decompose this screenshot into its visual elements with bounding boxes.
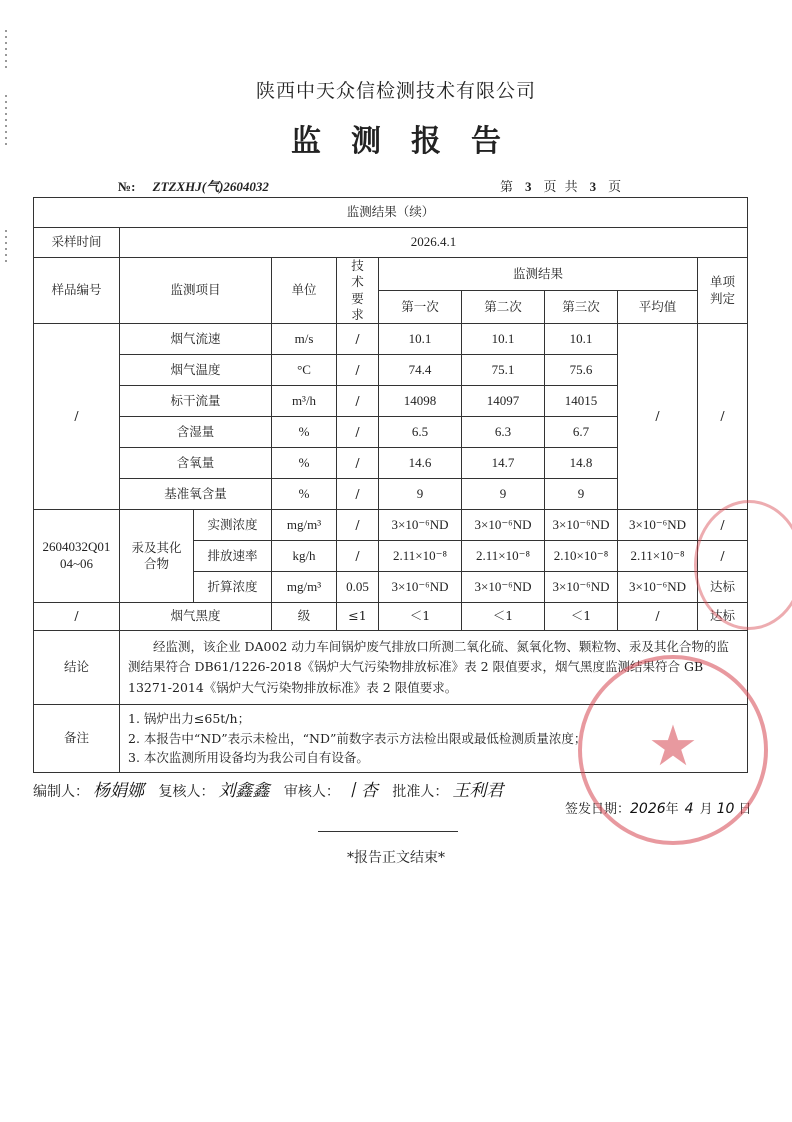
unit-cell: kg/h <box>272 541 337 572</box>
value-cell: 75.6 <box>545 355 618 386</box>
auditor-signature: 丨杏 <box>343 781 378 801</box>
g2-sample-no-text: 2604032Q01 04~06 <box>42 539 111 571</box>
table-row <box>34 324 748 355</box>
page-suffix: 页 <box>608 180 624 195</box>
seal-star-icon: ★ <box>647 714 699 779</box>
value-cell: 14.7 <box>462 448 545 479</box>
req-cell: / <box>337 479 379 510</box>
issue-day-suffix: 日 <box>738 802 752 817</box>
value-cell: 10.1 <box>545 324 618 355</box>
report-number <box>118 176 269 195</box>
unit-cell: m/s <box>272 324 337 355</box>
req-cell: / <box>337 510 379 541</box>
header-sample-no: 样品编号 <box>34 258 120 324</box>
value-cell: 75.1 <box>462 355 545 386</box>
value-cell: ＜1 <box>379 603 462 631</box>
value-cell: 14015 <box>545 386 618 417</box>
remark-item: 1. 锅炉出力≤65t/h； <box>128 711 251 727</box>
item-cell: 烟气温度 <box>120 355 272 386</box>
value-cell: 6.3 <box>462 417 545 448</box>
compiler-label: 编制人： <box>33 784 89 800</box>
item-cell: 基准氧含量 <box>120 479 272 510</box>
avg-cell: 3×10⁻⁶ND <box>618 572 698 603</box>
page-current: 3 <box>525 179 534 194</box>
remark-item: 2. 本报告中“ND”表示未检出，“ND”前数字表示方法检出限或最低检测质量浓度； <box>128 730 587 746</box>
value-cell: 9 <box>545 479 618 510</box>
value-cell: 14.6 <box>379 448 462 479</box>
header-results: 监测结果 <box>379 258 698 291</box>
value-cell: 3×10⁻⁶ND <box>379 510 462 541</box>
item-cell: 烟气黑度 <box>120 603 272 631</box>
issue-year: 2026 <box>630 801 666 817</box>
header-judge-text: 单项判定 <box>710 274 736 306</box>
req-cell: / <box>337 386 379 417</box>
item-cell: 含湿量 <box>120 417 272 448</box>
header-unit: 单位 <box>272 258 337 324</box>
req-cell: / <box>337 417 379 448</box>
company-seal-stamp <box>578 655 768 845</box>
end-of-report: *报告正文结束* <box>347 850 445 866</box>
value-cell: ＜1 <box>545 603 618 631</box>
unit-cell: % <box>272 479 337 510</box>
header-first: 第一次 <box>379 291 462 324</box>
unit-cell: % <box>272 448 337 479</box>
value-cell: 9 <box>379 479 462 510</box>
unit-cell: mg/m³ <box>272 510 337 541</box>
sub-item-cell: 折算浓度 <box>194 572 272 603</box>
binding-marks <box>5 230 7 265</box>
header-req <box>337 258 379 324</box>
req-cell: / <box>337 324 379 355</box>
unit-cell: % <box>272 417 337 448</box>
avg-cell: 3×10⁻⁶ND <box>618 510 698 541</box>
unit-cell: °C <box>272 355 337 386</box>
page-mid: 页 共 <box>543 180 580 195</box>
judge-cell: / <box>698 541 748 572</box>
sub-item-cell: 排放速率 <box>194 541 272 572</box>
report-number-value: ZTZXHJ(气)2604032 <box>152 179 269 194</box>
approver-label: 批准人： <box>392 784 449 800</box>
judge-cell: / <box>698 510 748 541</box>
g1-sample-no: / <box>34 324 120 510</box>
issue-day: 10 <box>716 801 735 817</box>
header-req-text: 技术要求 <box>351 258 364 322</box>
header-judge <box>698 258 748 324</box>
item-cell: 含氧量 <box>120 448 272 479</box>
report-title: 监测报告 <box>291 124 531 159</box>
value-cell: 14098 <box>379 386 462 417</box>
issue-date-label: 签发日期： <box>565 802 631 817</box>
value-cell: 2.10×10⁻⁸ <box>545 541 618 572</box>
sample-time-value: 2026.4.1 <box>120 228 748 258</box>
page-total: 3 <box>589 179 599 194</box>
value-cell: 74.4 <box>379 355 462 386</box>
page-prefix: 第 <box>500 180 516 195</box>
table-caption: 监测结果（续） <box>34 198 748 228</box>
req-cell: / <box>337 355 379 386</box>
remarks-label: 备注 <box>34 705 120 773</box>
end-divider <box>318 831 458 832</box>
remark-item: 3. 本次监测所用设备均为我公司自有设备。 <box>128 750 369 766</box>
g1-judge: / <box>698 324 748 510</box>
unit-cell: 级 <box>272 603 337 631</box>
g2-pollutant <box>120 510 194 603</box>
value-cell: 3×10⁻⁶ND <box>545 510 618 541</box>
value-cell: 14.8 <box>545 448 618 479</box>
req-cell: / <box>337 541 379 572</box>
req-cell: 0.05 <box>337 572 379 603</box>
item-cell: 烟气流速 <box>120 324 272 355</box>
g3-sample-no: / <box>34 603 120 631</box>
value-cell: 6.7 <box>545 417 618 448</box>
reviewer-signature: 刘鑫鑫 <box>218 781 270 801</box>
value-cell: 3×10⁻⁶ND <box>545 572 618 603</box>
g2-pollutant-text: 汞及其化合物 <box>131 539 182 571</box>
g1-avg: / <box>618 324 698 510</box>
unit-cell: m³/h <box>272 386 337 417</box>
auditor-label: 审核人： <box>283 784 340 800</box>
unit-cell: mg/m³ <box>272 572 337 603</box>
req-cell: / <box>337 448 379 479</box>
header-second: 第二次 <box>462 291 545 324</box>
binding-marks <box>5 30 7 70</box>
conclusion-text: 经监测，该企业 DA002 动力车间锅炉废气排放口所测二氧化硫、氮氧化物、颗粒物、汞及其化合物的监测结果符合 DB61/1226-2018《锅炉大气污染物排放标准》表 2 限值要求，烟气黑度监测结果符合 GB 13271-2014《锅炉大气污染物排放标准》表 2 限值要求。 <box>120 631 748 705</box>
g2-sample-no <box>34 510 120 603</box>
value-cell: 2.11×10⁻⁸ <box>462 541 545 572</box>
value-cell: 3×10⁻⁶ND <box>462 572 545 603</box>
judge-cell: 达标 <box>698 603 748 631</box>
value-cell: 14097 <box>462 386 545 417</box>
avg-cell: / <box>618 603 698 631</box>
value-cell: ＜1 <box>462 603 545 631</box>
item-cell: 标干流量 <box>120 386 272 417</box>
sample-time-label: 采样时间 <box>34 228 120 258</box>
issue-month-suffix: 月 <box>699 802 713 817</box>
header-third: 第三次 <box>545 291 618 324</box>
header-avg: 平均值 <box>618 291 698 324</box>
table-row <box>34 603 748 631</box>
report-number-label: №: <box>118 179 136 194</box>
page-info <box>500 176 623 195</box>
approver-signature: 王利君 <box>452 781 504 801</box>
table-row <box>34 510 748 541</box>
compiler-signature: 杨娟娜 <box>93 781 144 801</box>
value-cell: 10.1 <box>462 324 545 355</box>
conclusion-label: 结论 <box>34 631 120 705</box>
value-cell: 6.5 <box>379 417 462 448</box>
issue-month: 4 <box>684 801 694 817</box>
judge-cell: 达标 <box>698 572 748 603</box>
header-item: 监测项目 <box>120 258 272 324</box>
value-cell: 9 <box>462 479 545 510</box>
req-cell: ≤1 <box>337 603 379 631</box>
issue-year-suffix: 年 <box>665 802 679 817</box>
company-name: 陕西中天众信检测技术有限公司 <box>255 80 536 102</box>
signature-line <box>33 776 507 801</box>
value-cell: 3×10⁻⁶ND <box>379 572 462 603</box>
value-cell: 3×10⁻⁶ND <box>462 510 545 541</box>
value-cell: 10.1 <box>379 324 462 355</box>
sub-item-cell: 实测浓度 <box>194 510 272 541</box>
avg-cell: 2.11×10⁻⁸ <box>618 541 698 572</box>
reviewer-label: 复核人： <box>158 784 215 800</box>
value-cell: 2.11×10⁻⁸ <box>379 541 462 572</box>
